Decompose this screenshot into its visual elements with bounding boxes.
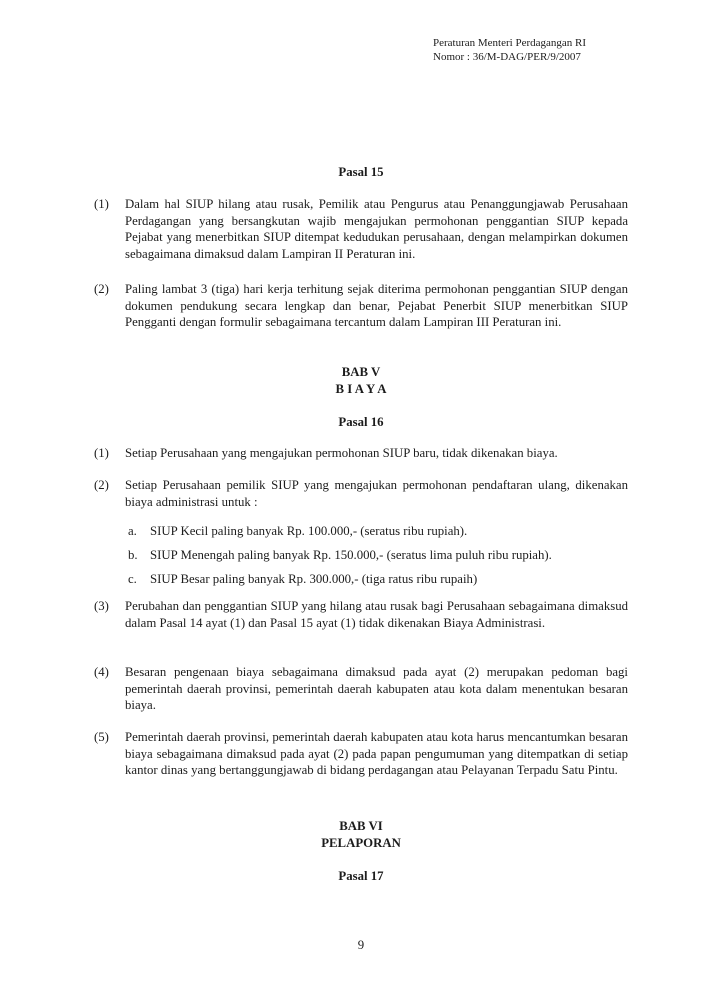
- page-number: 9: [357, 938, 365, 952]
- item-number: (2): [94, 478, 109, 492]
- sub-item-letter: a.: [128, 524, 137, 538]
- sub-item-text: SIUP Menengah paling banyak Rp. 150.000,- (seratus lima puluh ribu rupiah).: [150, 548, 552, 562]
- pasal-16-item-5: [94, 729, 628, 779]
- item-number: (1): [94, 446, 109, 460]
- item-text: Dalam hal SIUP hilang atau rusak, Pemilik atau Pengurus atau Penanggungjawab Perusahaan Perdagangan yang bersangkutan wajib mengajukan permohonan penggantian SIUP kepada Pejabat yang menerbitkan SIUP ditempat kedudukan perusahaan, dengan melampirkan dokumen sebagaimana dimaksud dalam Lampiran II Peraturan ini.: [125, 197, 628, 261]
- pasal-16-sub-item-b: [128, 547, 628, 564]
- item-number: (1): [94, 197, 109, 211]
- item-number: (5): [94, 730, 109, 744]
- pasal-16-heading: Pasal 16: [338, 415, 384, 429]
- pasal-16-item-2: [94, 477, 628, 510]
- bab-5-subtitle: B I A Y A: [335, 381, 387, 396]
- item-text: Besaran pengenaan biaya sebagaimana dimaksud pada ayat (2) merupakan pedoman bagi pemerintah daerah provinsi, pemerintah daerah kabupaten atau kota dalam menentukan besaran biaya.: [125, 665, 628, 713]
- bab-5-heading: [94, 364, 628, 397]
- item-text: Perubahan dan penggantian SIUP yang hilang atau rusak bagi Perusahaan sebagaimana dimaksud dalam Pasal 14 ayat (1) dan Pasal 15 ayat (1) tidak dikenakan Biaya Administrasi.: [125, 599, 628, 630]
- sub-item-text: SIUP Kecil paling banyak Rp. 100.000,- (seratus ribu rupiah).: [150, 524, 468, 538]
- pasal-15-item-2: [94, 281, 628, 331]
- sub-item-letter: c.: [128, 572, 137, 586]
- pasal-15-heading: Pasal 15: [338, 165, 384, 179]
- item-number: (2): [94, 282, 109, 296]
- bab-6-subtitle: PELAPORAN: [321, 835, 401, 850]
- document-body: [94, 0, 628, 1000]
- item-number: (3): [94, 599, 109, 613]
- pasal-16-sub-item-a: [128, 523, 628, 540]
- pasal-16-sub-item-c: [128, 571, 628, 588]
- pasal-16-item-4: [94, 664, 628, 714]
- item-text: Pemerintah daerah provinsi, pemerintah daerah kabupaten atau kota harus mencantumkan besaran biaya sebagaimana dimaksud pada ayat (2) pada papan pengumuman yang ditempatkan di setiap kantor dinas yang bertanggungjawab di bidang perdagangan atau Pelayanan Terpadu Satu Pintu.: [125, 730, 628, 778]
- header-regulation-number: Nomor : 36/M-DAG/PER/9/2007: [433, 50, 581, 63]
- sub-item-letter: b.: [128, 548, 138, 562]
- bab-6-title: BAB VI: [339, 819, 383, 833]
- header-regulation-title: Peraturan Menteri Perdagangan RI: [433, 37, 587, 49]
- item-text: Setiap Perusahaan yang mengajukan permohonan SIUP baru, tidak dikenakan biaya.: [125, 446, 558, 460]
- bab-5-title: BAB V: [341, 365, 381, 379]
- pasal-15-item-1: [94, 196, 628, 262]
- pasal-17-heading: Pasal 17: [338, 869, 384, 883]
- item-number: (4): [94, 665, 109, 679]
- pasal-16-item-3: [94, 598, 628, 631]
- item-text: Paling lambat 3 (tiga) hari kerja terhitung sejak diterima permohonan penggantian SIUP dengan dokumen pendukung secara lengkap dan benar, Pejabat Penerbit SIUP menerbitkan SIUP Pengganti dengan formulir sebagaimana tercantum dalam Lampiran III Peraturan ini.: [125, 282, 628, 330]
- item-text: Setiap Perusahaan pemilik SIUP yang mengajukan permohonan pendaftaran ulang, dikenakan biaya administrasi untuk :: [125, 478, 628, 509]
- sub-item-text: SIUP Besar paling banyak Rp. 300.000,- (tiga ratus ribu rupaih): [150, 572, 478, 586]
- pasal-16-item-1: [94, 445, 628, 462]
- bab-6-heading: [94, 818, 628, 851]
